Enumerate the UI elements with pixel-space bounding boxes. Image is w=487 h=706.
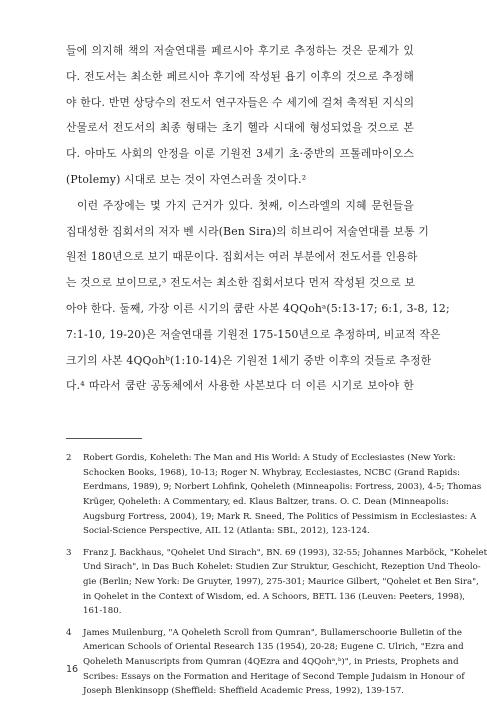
- footnote-line: Krüger, Qoheleth: A Commentary, ed. Klaus Baltzer, trans. O. C. Dean (Minneapolis:: [83, 497, 449, 508]
- footnote-number: 3: [66, 547, 72, 558]
- footnote-number: 4: [66, 627, 72, 638]
- footnote-line: gie (Berlin; New York: De Gruyter, 1997), 275-301; Maurice Gilbert, "Qohelet et Ben Sira",: [83, 577, 479, 587]
- page-number: 16: [66, 664, 79, 675]
- footnote-3: [66, 546, 487, 619]
- text-line: 다. 전도서는 최소한 페르시아 후기에 작성된 욥기 이후의 것으로 추정해: [66, 69, 414, 83]
- text-line: 는 것으로 보이므로,³ 전도서는 최소한 집회서보다 먼저 작성된 것으로 보: [66, 276, 416, 290]
- footnotes: [66, 451, 487, 706]
- footnote-line: Social-Science Perspective, AIL 12 (Atlanta: SBL, 2012), 123-124.: [83, 526, 370, 537]
- text-line: 이런 주장에는 몇 가지 근거가 있다. 첫째, 이스라엘의 지혜 문헌들을: [77, 198, 414, 212]
- paragraph-2: [66, 193, 450, 399]
- footnote-line: Augsburg Fortress, 2004), 19; Mark R. Sneed, The Politics of Pessimism in Ecclesiastes: A: [83, 511, 477, 522]
- footnote-line: Franz J. Backhaus, "Qohelet Und Sirach", BN. 69 (1993), 32-55; Johannes Marböck, "Kohelet: [83, 547, 487, 558]
- footnote-line: 161-180.: [83, 606, 122, 617]
- paragraph-1: [66, 38, 414, 193]
- text-line: 크기의 사본 4QQohᵇ(1:10-14)은 기원전 1세기 중반 이후의 것들로 추정한: [66, 353, 432, 367]
- footnote-line: Und Sirach", in Das Buch Kohelet: Studien Zur Struktur, Geschicht, Rezeption Und Theolo-: [83, 562, 481, 573]
- main-text: [66, 38, 450, 399]
- footnote-line: American Schools of Oriental Research 135 (1954), 20-28; Eugene C. Ulrich, "Ezra and: [83, 642, 464, 653]
- text-line: 7:1-10, 19-20)은 저술연대를 기원전 175-150년으로 추정하며, 비교적 작은: [66, 327, 441, 341]
- footnote-number: 2: [66, 453, 72, 463]
- text-line: 야 한다. 반면 상당수의 전도서 연구자들은 수 세기에 걸쳐 축적된 지식의: [66, 95, 415, 109]
- text-line: 들에 의지해 책의 저술연대를 페르시아 후기로 추정하는 것은 문제가 있: [66, 44, 414, 57]
- footnote-line: in Qohelet in the Context of Wisdom, ed. A Schoors, BETL 136 (Leuven: Peeters, 1998),: [83, 591, 466, 602]
- text-line: 다.⁴ 따라서 쿰란 공동체에서 사용한 사본보다 더 이른 시기로 보아야 한: [66, 379, 414, 393]
- text-line: (Ptolemy) 시대로 보는 것이 자연스러울 것이다.²: [66, 172, 307, 186]
- footnote-line: Robert Gordis, Koheleth: The Man and His World: A Study of Ecclesiastes (New York:: [83, 453, 456, 463]
- footnote-line: Eerdmans, 1989), 9; Norbert Lohfink, Qoheleth (Minneapolis: Fortress, 2003), 4-5; Thomas: [83, 482, 482, 493]
- footnote-line: Qoheleth Manuscripts from Qumran (4QEzra and 4QQohᵃ,ᵇ)", in Priests, Prophets and: [83, 656, 459, 667]
- footnote-divider: [66, 438, 142, 439]
- footnote-line: James Muilenburg, "A Qoheleth Scroll from Qumran", Bullamerschoorie Bulletin of the: [83, 627, 462, 638]
- text-line: 집대성한 집회서의 저자 벤 시라(Ben Sira)의 히브리어 저술연대를 보통 기: [66, 224, 430, 238]
- text-line: 다. 아마도 사회의 안정을 이룬 기원전 3세기 초·중반의 프톨레마이오스: [66, 147, 414, 161]
- footnote-line: Scribes: Essays on the Formation and Heritage of Second Temple Judaism in Honour of: [83, 671, 465, 682]
- footnote-2: [66, 451, 482, 539]
- text-line: 원전 180년으로 보기 때문이다. 집회서는 여러 부분에서 전도서를 인용하: [66, 250, 418, 264]
- footnote-line: Joseph Blenkinsopp (Sheffield: Sheffield Academic Press, 1992), 139-157.: [83, 686, 405, 697]
- footnote-line: Schocken Books, 1968), 10-13; Roger N. Whybray, Ecclesiastes, NCBC (Grand Rapids:: [83, 467, 461, 478]
- text-line: 아야 한다. 둘째, 가장 이른 시기의 쿰란 사본 4QQohᵃ(5:13-17; 6:1, 3-8, 12;: [66, 301, 450, 315]
- text-line: 산물로서 전도서의 최종 형태는 초기 헬라 시대에 형성되었을 것으로 본: [66, 121, 414, 135]
- footnote-4: [66, 626, 465, 699]
